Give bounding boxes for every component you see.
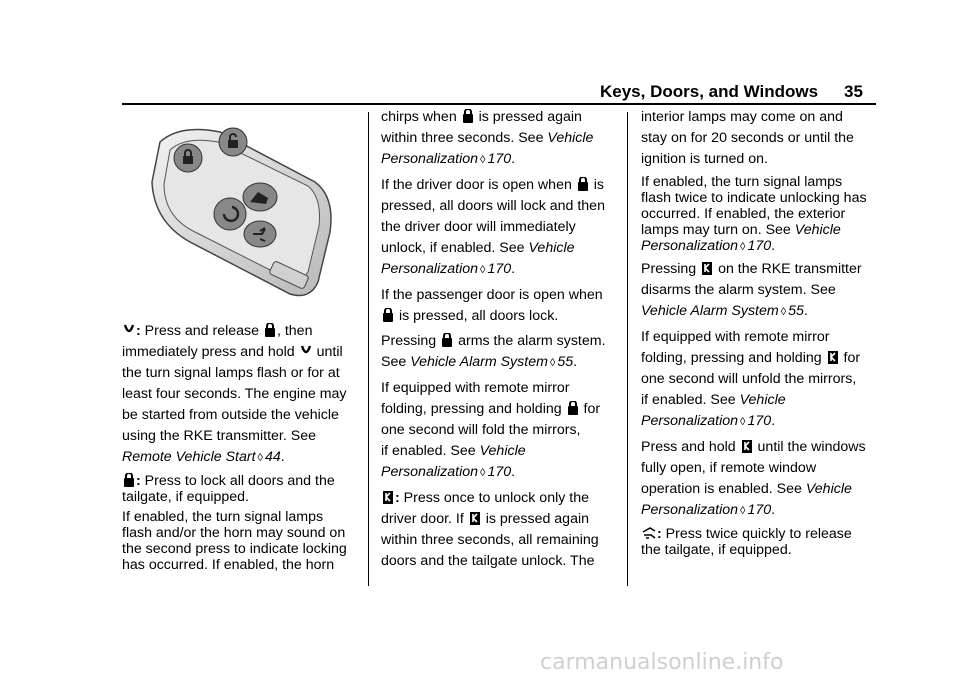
link-vehicle-alarm-system[interactable]: Vehicle Alarm System xyxy=(410,354,548,370)
section-title: Keys, Doors, and Windows xyxy=(600,82,819,101)
page-ref-arrow-icon: ◊ xyxy=(480,467,486,479)
remote-start-paragraph: : Press and release , then immediately press and hold until the turn signal lamps flash or for at least four seconds. The engine may be started from outside the vehicle using the RKE transmitter. See Remote Vehicle Start ◊ 44. xyxy=(122,323,347,465)
page-ref-arrow-icon: ◊ xyxy=(740,241,746,253)
page-ref-arrow-icon: ◊ xyxy=(549,357,556,369)
mirror-unfold-paragraph: If equipped with remote mirror folding, pressing and holding for one second will unfold the mirrors, if enabled. See Vehicle Personalization ◊ 170. xyxy=(641,329,861,429)
lock-icon xyxy=(123,473,135,487)
unlock-flash-paragraph: If enabled, the turn signal lamps flash twice to indicate unlocking has occurred. If enabled, the exterior lamps may turn on. See Vehicle Personalization ◊ 170. xyxy=(641,174,867,254)
unlock-icon xyxy=(382,490,394,504)
window-open-paragraph: Press and hold until the windows fully open, if remote window operation is enabled. See Vehicle Personalization ◊ 170. xyxy=(641,439,866,518)
link-vehicle-personalization[interactable]: Personalization xyxy=(381,464,479,480)
column-3 xyxy=(641,107,881,562)
remote-start-icon xyxy=(300,344,312,358)
page-ref-arrow-icon: ◊ xyxy=(740,416,746,428)
alarm-arm-paragraph: Pressing arms the alarm system. See Vehicle Alarm System ◊ 55. xyxy=(381,333,606,370)
tailgate-paragraph: : Press twice quickly to release the tailgate, if equipped. xyxy=(641,526,852,558)
column-1 xyxy=(122,321,362,577)
lock-icon xyxy=(462,109,474,123)
tailgate-icon xyxy=(642,526,656,540)
link-vehicle-personalization[interactable]: Personalization xyxy=(381,261,479,277)
chirps-paragraph: chirps when is pressed again within three seconds. See Vehicle Personalization ◊ 170. xyxy=(381,109,594,167)
mirror-fold-paragraph: If equipped with remote mirror folding, pressing and holding for one second will fold the mirrors, if enabled. See Vehicle Personalization ◊ 170. xyxy=(381,380,601,480)
link-remote-vehicle-start[interactable]: Remote Vehicle Start xyxy=(122,449,256,465)
unlock-paragraph: : Press once to unlock only the driver door. If is pressed again within three seconds, all remaining doors and the tailgate unlock. The xyxy=(381,490,599,569)
unlock-icon xyxy=(741,439,753,453)
passenger-door-paragraph: If the passenger door is open when is pressed, all doors lock. xyxy=(381,287,603,324)
link-vehicle-personalization[interactable]: Personalization xyxy=(381,151,479,167)
link-vehicle-personalization[interactable]: Personalization xyxy=(641,502,739,518)
header-rule xyxy=(122,103,876,105)
remote-start-icon xyxy=(123,323,135,337)
page-header xyxy=(600,82,876,102)
page-ref-arrow-icon: ◊ xyxy=(480,264,486,276)
column-2 xyxy=(381,107,621,576)
watermark: carmanualsonline.info xyxy=(540,650,784,675)
column-divider-2 xyxy=(627,112,628,586)
page-ref-arrow-icon: ◊ xyxy=(780,306,787,318)
link-vehicle-personalization[interactable]: Personalization xyxy=(641,413,739,429)
key-fob-illustration xyxy=(140,122,340,302)
page-ref-arrow-icon: ◊ xyxy=(480,154,486,166)
lock-paragraph: : Press to lock all doors and the tailgate, if equipped. xyxy=(122,473,335,505)
link-vehicle-personalization[interactable]: Personalization xyxy=(641,238,739,254)
column-divider-1 xyxy=(368,112,369,586)
link-vehicle-alarm-system[interactable]: Vehicle Alarm System xyxy=(641,303,779,319)
lock-icon xyxy=(567,401,579,415)
unlock-icon xyxy=(701,261,713,275)
page-ref-arrow-icon: ◊ xyxy=(257,452,263,464)
lock-icon xyxy=(577,177,589,191)
unlock-icon xyxy=(469,511,481,525)
unlock-icon xyxy=(827,350,839,364)
page-number: 35 xyxy=(844,82,863,101)
turn-signal-paragraph: If enabled, the turn signal lamps flash and/or the horn may sound on the second press to indicate locking has occurred. If enabled, the horn xyxy=(122,509,347,573)
page-ref-arrow-icon: ◊ xyxy=(740,505,746,517)
lock-icon xyxy=(264,323,276,337)
alarm-disarm-paragraph: Pressing on the RKE transmitter disarms the alarm system. See Vehicle Alarm System ◊ 55. xyxy=(641,261,862,319)
driver-door-paragraph: If the driver door is open when is pressed, all doors will lock and then the driver door will immediately unlock, if enabled. See Vehicle Personalization ◊ 170. xyxy=(381,177,605,277)
lock-icon xyxy=(382,308,394,322)
lock-icon xyxy=(441,333,453,347)
interior-lamps-paragraph: interior lamps may come on and stay on for 20 seconds or until the ignition is turned on. xyxy=(641,109,854,167)
